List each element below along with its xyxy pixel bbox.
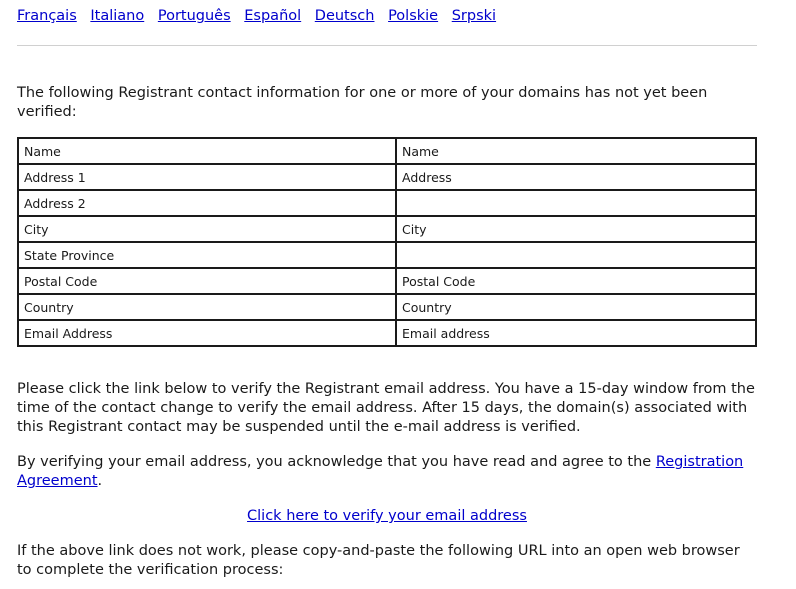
fallback-text: If the above link does not work, please copy-and-paste the following URL into an open web browser to complete the verification process: xyxy=(17,543,740,578)
lang-link-deutsch[interactable]: Deutsch xyxy=(314,8,375,24)
lang-link-srpski[interactable]: Srpski xyxy=(451,8,497,24)
table-row xyxy=(18,164,756,190)
table-row xyxy=(18,138,756,164)
lang-link-portugues[interactable]: Português xyxy=(157,8,231,24)
table-cell-label: City xyxy=(18,216,396,242)
verify-link-container xyxy=(17,507,757,526)
table-cell-value: Address xyxy=(396,164,756,190)
lang-link-francais[interactable]: Français xyxy=(17,8,77,24)
verify-email-link[interactable]: Click here to verify your email address xyxy=(247,508,527,524)
lang-link-polskie[interactable]: Polskie xyxy=(388,8,439,24)
divider xyxy=(17,45,757,46)
registration-agreement-link[interactable]: Registration Agreement xyxy=(17,454,744,489)
table-cell-label: Address 2 xyxy=(18,190,396,216)
lang-link-espanol[interactable]: Español xyxy=(244,8,302,24)
table-cell-value: City xyxy=(396,216,756,242)
table-cell-label: Email Address xyxy=(18,320,396,346)
table-cell-value: Postal Code xyxy=(396,268,756,294)
intro-text: The following Registrant contact information for one or more of your domains has not yet been verified: xyxy=(17,85,708,120)
table-cell-label: Address 1 xyxy=(18,164,396,190)
agreement-suffix: . xyxy=(97,473,103,489)
table-row xyxy=(18,216,756,242)
table-cell-value: Name xyxy=(396,138,756,164)
lang-link-italiano[interactable]: Italiano xyxy=(90,8,145,24)
table-cell-label: Country xyxy=(18,294,396,320)
table-cell-label: State Province xyxy=(18,242,396,268)
table-cell-value xyxy=(396,190,756,216)
table-cell-label: Name xyxy=(18,138,396,164)
agreement-text xyxy=(17,453,757,491)
table-row xyxy=(18,320,756,346)
table-cell-value: Country xyxy=(396,294,756,320)
table-cell-value: Email address xyxy=(396,320,756,346)
table-row xyxy=(18,268,756,294)
table-cell-value xyxy=(396,242,756,268)
language-bar xyxy=(17,8,496,24)
table-row xyxy=(18,190,756,216)
contact-table xyxy=(17,137,757,347)
table-row xyxy=(18,242,756,268)
agreement-prefix: By verifying your email address, you acknowledge that you have read and agree to the xyxy=(17,454,656,470)
table-cell-label: Postal Code xyxy=(18,268,396,294)
table-row xyxy=(18,294,756,320)
verify-instructions: Please click the link below to verify the Registrant email address. You have a 15-day window from the time of the contact change to verify the email address. After 15 days, the domain(s) associated with this Registrant contact may be suspended until the e-mail address is verified. xyxy=(17,381,755,435)
